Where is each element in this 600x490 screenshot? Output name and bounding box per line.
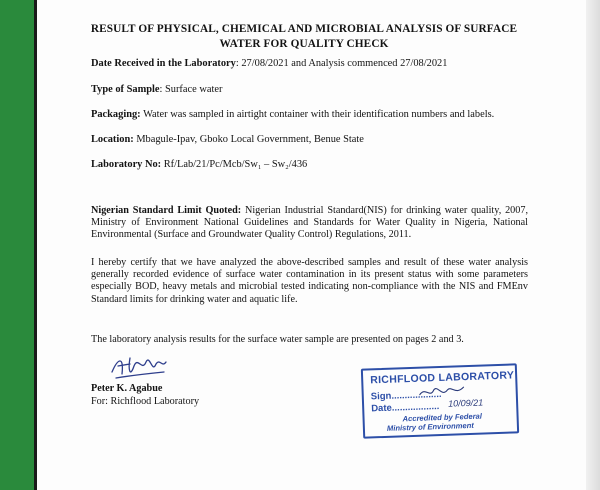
- packaging-line: [91, 109, 494, 120]
- location-line: [91, 134, 364, 145]
- sample-type-line: [91, 84, 222, 95]
- stamp-sign-label: Sign...................: [370, 388, 442, 403]
- stamp-date-value: 10/09/21: [447, 397, 484, 409]
- certification-paragraph: I hereby certify that we have analyzed the above-described samples and result of these water analysis generally recorded evidence of surface water contamination in its present status with some parameters especially BOD, heavy metals and microbial tested indicating non-compliance with the NIS and FMEnv Standard limits for drinking water and aquatic life.: [91, 257, 528, 305]
- signatory-name: Peter K. Agabue: [91, 383, 163, 394]
- date-received-value: : 27/08/2021 and Analysis commenced 27/08/2021: [235, 58, 448, 69]
- laboratory-number-label: Laboratory No:: [91, 159, 162, 170]
- standards-text: Nigerian Industrial Standard(NIS) for drinking water quality, 2007, Ministry of Environment National Guidelines and Standards for Water Quality in Nigeria, National Environmental (Surface and Groundwater Quality Control) Regulations, 2011.: [91, 205, 528, 241]
- packaging-value: Water was sampled in airtight container with their identification numbers and labels.: [140, 109, 495, 120]
- handwritten-signature: [108, 352, 170, 384]
- stamp-title: RICHFLOOD LABORATORY: [370, 369, 515, 387]
- laboratory-stamp: [361, 363, 519, 438]
- stamp-date-label: Date..................: [371, 401, 440, 415]
- laboratory-number-value: Rf/Lab/21/Pc/Mcb/Sw₁ – Sw₂/436: [161, 159, 308, 170]
- date-received-line: [91, 58, 447, 69]
- left-green-bar: [0, 0, 34, 490]
- signatory-organization: For: Richflood Laboratory: [91, 396, 200, 407]
- sample-type-label: Type of Sample: [91, 84, 160, 95]
- standards-paragraph: [91, 205, 528, 242]
- date-received-label: Date Received in the Laboratory: [91, 58, 236, 69]
- document-title-line-1: RESULT OF PHYSICAL, CHEMICAL AND MICROBIAL ANALYSIS OF SURFACE: [90, 23, 518, 35]
- location-value: Mbagule-Ipav, Gboko Local Government, Benue State: [133, 134, 364, 145]
- document-title-line-2: WATER FOR QUALITY CHECK: [219, 38, 389, 50]
- right-page-edge: [586, 0, 600, 490]
- location-label: Location:: [91, 134, 134, 145]
- sample-type-value: : Surface water: [159, 84, 223, 95]
- stamp-accreditation-line-1: Accredited by Federal: [402, 411, 483, 424]
- results-note: The laboratory analysis results for the surface water sample are presented on pages 2 and 3.: [91, 334, 464, 345]
- document-title: [60, 22, 548, 52]
- packaging-label: Packaging:: [91, 109, 141, 120]
- laboratory-number-line: [91, 159, 307, 170]
- standards-label: Nigerian Standard Limit Quoted:: [91, 205, 242, 216]
- stamp-accreditation-line-2: Ministry of Environment: [386, 420, 474, 433]
